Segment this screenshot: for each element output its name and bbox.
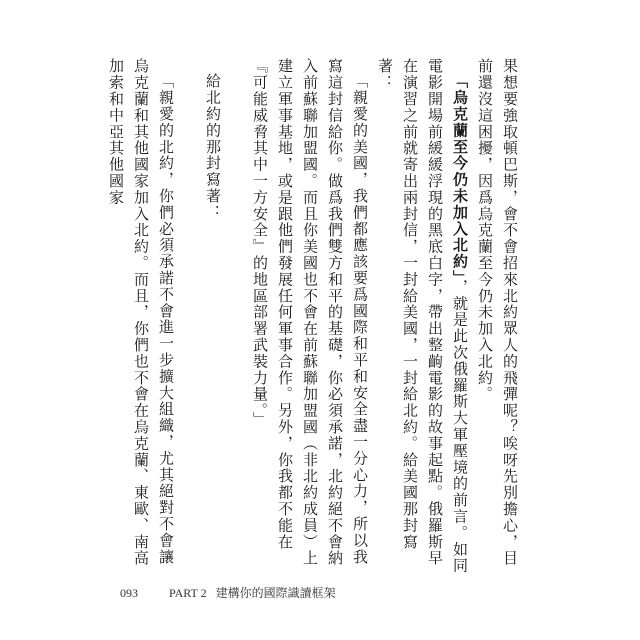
- page-footer: [120, 584, 336, 601]
- paragraph-3-quote: 「親愛的美國，我們都應該要爲國際和平和安全盡一分心力，所以我寫這封信給你。做爲我們雙方和平的基礎，你必須承諾，北約絕不會納入前蘇聯加盟國。而且你美國也不會在前蘇聯加盟國（非北約成員）上建立軍事基地，或是跟他們發展任何軍事合作。另外，你我都不能在『可能威脅其中一方安全』的地區部署武裝力量。」: [251, 58, 369, 567]
- paragraph-4: 給北約的那封寫著：: [204, 73, 222, 221]
- body-text: [102, 58, 522, 578]
- paragraph-2-rest: ，就是此次俄羅斯大軍壓境的前言。如同電影開場前緩緩浮現的黑底白字，帶出整齣電影的故事起點。俄羅斯早在演習之前就寄出兩封信，一封給美國，一封給北約。給美國那封寫著：: [376, 58, 469, 574]
- page-number: 093: [120, 586, 138, 600]
- paragraph-5-quote: 「親愛的北約，你們必須承諾不會進一步擴大組織，尤其絕對不會讓烏克蘭和其他國家加入北約。而且，你們也不會在烏克蘭、東歐、南高加索和中亞其他國家: [107, 58, 175, 567]
- paragraph-2-bold: 「烏克蘭至今仍未加入北約」: [451, 73, 469, 279]
- paragraph-1: 果想要強取頓巴斯，會不會招來北約眾人的飛彈呢？唉呀先別擔心，目前還沒這困擾，因爲烏克蘭至今仍未加入北約。: [476, 58, 519, 567]
- part-label: PART 2: [169, 586, 207, 600]
- paragraph-2: [372, 58, 472, 578]
- chapter-title: 建構你的國際識讀框架: [215, 586, 336, 600]
